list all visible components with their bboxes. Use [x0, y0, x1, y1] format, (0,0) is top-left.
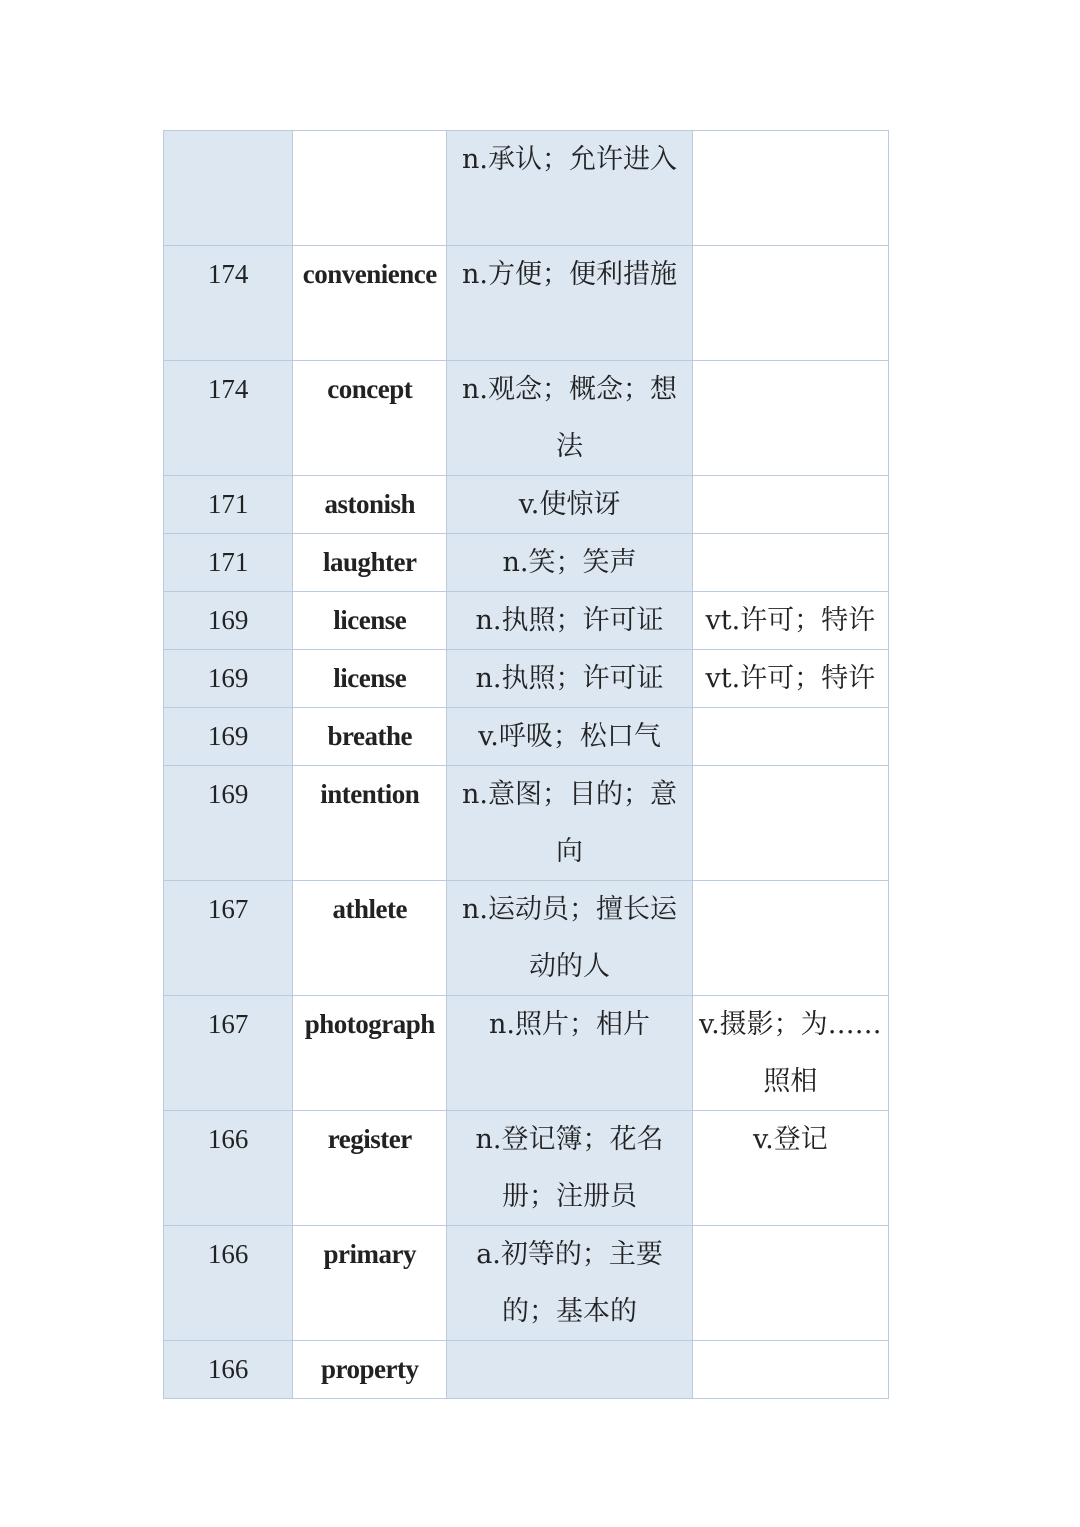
verb-meaning-cell: [692, 1341, 888, 1399]
verb-meaning-cell: v.登记: [692, 1111, 888, 1226]
meaning-cell: v.呼吸；松口气: [447, 708, 692, 766]
word-cell: convenience: [293, 246, 447, 361]
word-cell: photograph: [293, 996, 447, 1111]
table-row: [164, 131, 889, 246]
word-cell: astonish: [293, 476, 447, 534]
vocabulary-table: [163, 130, 889, 1399]
word-cell: register: [293, 1111, 447, 1226]
frequency-cell: 166: [164, 1341, 293, 1399]
word-cell: license: [293, 650, 447, 708]
meaning-cell: n.意图；目的；意向: [447, 766, 692, 881]
verb-meaning-cell: [692, 246, 888, 361]
table-row: [164, 1341, 889, 1399]
frequency-cell: 169: [164, 592, 293, 650]
frequency-cell: 169: [164, 708, 293, 766]
table-row: [164, 708, 889, 766]
verb-meaning-cell: [692, 476, 888, 534]
meaning-cell: [447, 1341, 692, 1399]
table-row: [164, 650, 889, 708]
frequency-cell: [164, 131, 293, 246]
verb-meaning-cell: [692, 361, 888, 476]
table-row: [164, 766, 889, 881]
frequency-cell: 174: [164, 246, 293, 361]
word-cell: concept: [293, 361, 447, 476]
word-cell: breathe: [293, 708, 447, 766]
meaning-cell: n.方便；便利措施: [447, 246, 692, 361]
verb-meaning-cell: [692, 881, 888, 996]
meaning-cell: n.照片；相片: [447, 996, 692, 1111]
table-row: [164, 1226, 889, 1341]
frequency-cell: 169: [164, 650, 293, 708]
word-cell: primary: [293, 1226, 447, 1341]
table-row: [164, 592, 889, 650]
meaning-cell: n.执照；许可证: [447, 650, 692, 708]
table-row: [164, 534, 889, 592]
verb-meaning-cell: vt.许可；特许: [692, 650, 888, 708]
frequency-cell: 166: [164, 1111, 293, 1226]
verb-meaning-cell: [692, 131, 888, 246]
word-cell: athlete: [293, 881, 447, 996]
frequency-cell: 174: [164, 361, 293, 476]
meaning-cell: a.初等的；主要的；基本的: [447, 1226, 692, 1341]
meaning-cell: n.笑；笑声: [447, 534, 692, 592]
meaning-cell: n.观念；概念；想法: [447, 361, 692, 476]
meaning-cell: n.运动员；擅长运动的人: [447, 881, 692, 996]
table-row: [164, 246, 889, 361]
word-cell: laughter: [293, 534, 447, 592]
frequency-cell: 167: [164, 881, 293, 996]
verb-meaning-cell: [692, 534, 888, 592]
meaning-cell: n.登记簿；花名册；注册员: [447, 1111, 692, 1226]
frequency-cell: 166: [164, 1226, 293, 1341]
meaning-cell: n.承认；允许进入: [447, 131, 692, 246]
word-cell: property: [293, 1341, 447, 1399]
table-row: [164, 361, 889, 476]
table-row: [164, 996, 889, 1111]
table-row: [164, 881, 889, 996]
verb-meaning-cell: [692, 766, 888, 881]
frequency-cell: 171: [164, 476, 293, 534]
frequency-cell: 171: [164, 534, 293, 592]
table-row: [164, 476, 889, 534]
word-cell: intention: [293, 766, 447, 881]
verb-meaning-cell: [692, 708, 888, 766]
verb-meaning-cell: vt.许可；特许: [692, 592, 888, 650]
verb-meaning-cell: v.摄影；为……照相: [692, 996, 888, 1111]
frequency-cell: 169: [164, 766, 293, 881]
frequency-cell: 167: [164, 996, 293, 1111]
table-row: [164, 1111, 889, 1226]
verb-meaning-cell: [692, 1226, 888, 1341]
word-cell: license: [293, 592, 447, 650]
word-cell: [293, 131, 447, 246]
meaning-cell: n.执照；许可证: [447, 592, 692, 650]
meaning-cell: v.使惊讶: [447, 476, 692, 534]
